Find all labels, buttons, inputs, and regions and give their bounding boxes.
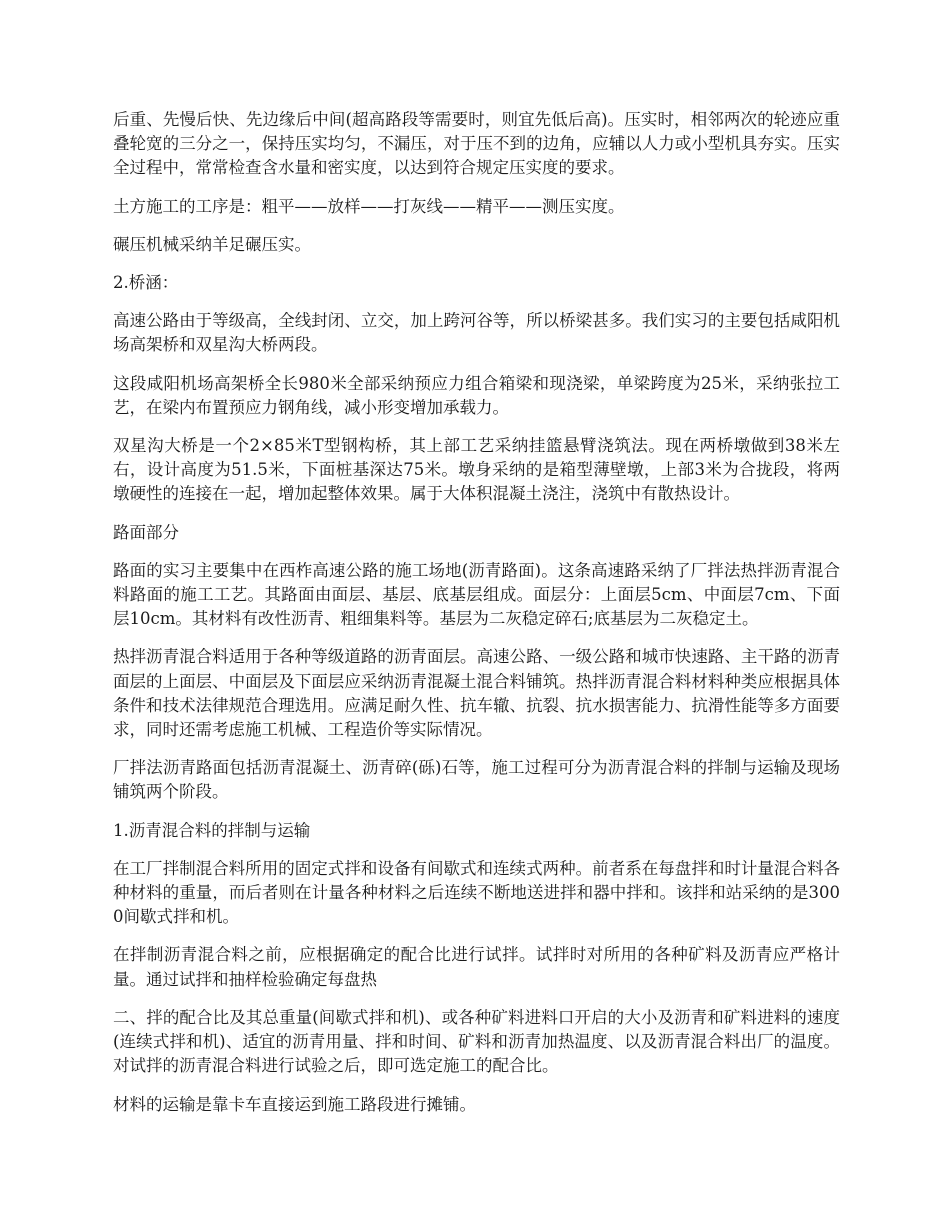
paragraph-mixing-equipment: 在工厂拌制混合料所用的固定式拌和设备有间歇式和连续式两种。前者系在每盘拌和时计量混合料各种材料的重量，而后者则在计量各种材料之后连续不断地送进拌和器中拌和。该拌和站采纳的是3000间歇式拌和机。 — [113, 858, 840, 927]
paragraph-mix-ratio: 二、拌的配合比及其总重量(间歇式拌和机)、或各种矿料进料口开启的大小及沥青和矿料进料的速度(连续式拌和机)、适宜的沥青用量、拌和时间、矿料和沥青加热温度、以及沥青混合料出厂的温度。对试拌的沥青混合料进行试验之后，即可选定施工的配合比。 — [113, 1007, 840, 1076]
paragraph-shuangxinggou-bridge: 双星沟大桥是一个2×85米T型钢构桥，其上部工艺采纳挂篮悬臂浇筑法。现在两桥墩做到38米左右，设计高度为51.5米，下面桩基深达75米。墩身采纳的是箱型薄壁墩，上部3米为合拢段，将两墩硬性的连接在一起，增加起整体效果。属于大体积混凝土浇注，浇筑中有散热设计。 — [113, 436, 840, 504]
section-heading-mixing-transport: 1.沥青混合料的拌制与运输 — [113, 820, 311, 840]
paragraph-earthwork-procedure: 土方施工的工序是：粗平——放样——打灰线——精平——测压实度。 — [113, 196, 625, 216]
paragraph-pavement-intro: 路面的实习主要集中在西柞高速公路的施工场地(沥青路面)。这条高速路采纳了厂拌法热拌沥青混合料路面的施工工艺。其路面由面层、基层、底基层组成。面层分：上面层5cm、中面层7cm、下面层10cm。其材料有改性沥青、粗细集料等。基层为二灰稳定碎石;底基层为二灰稳定土。 — [113, 560, 840, 629]
section-heading-bridges: 2.桥涵： — [113, 273, 179, 293]
section-heading-pavement: 路面部分 — [113, 522, 179, 542]
paragraph-transport: 材料的运输是靠卡车直接运到施工路段进行摊铺。 — [113, 1094, 476, 1114]
paragraph-roller: 碾压机械采纳羊足碾压实。 — [113, 234, 311, 254]
document-page — [113, 108, 840, 1131]
paragraph-compaction: 后重、先慢后快、先边缘后中间(超高路段等需要时，则宜先低后高)。压实时，相邻两次的轮迹应重叠轮宽的三分之一，保持压实均匀，不漏压，对于压不到的边角，应辅以人力或小型机具夯实。压实全过程中，常常检查含水量和密实度，以达到符合规定压实度的要求。 — [113, 110, 840, 178]
paragraph-trial-mixing: 在拌制沥青混合料之前，应根据确定的配合比进行试拌。试拌时对所用的各种矿料及沥青应严格计量。通过试拌和抽样检验确定每盘热 — [113, 945, 840, 989]
paragraph-airport-viaduct: 这段咸阳机场高架桥全长980米全部采纳预应力组合箱梁和现浇梁，单梁跨度为25米，采纳张拉工艺，在梁内布置预应力钢角线，减小形变增加承载力。 — [113, 373, 840, 417]
paragraph-plant-mix-method: 厂拌法沥青路面包括沥青混凝土、沥青碎(砾)石等，施工过程可分为沥青混合料的拌制与运输及现场铺筑两个阶段。 — [113, 758, 840, 802]
paragraph-bridges-intro: 高速公路由于等级高，全线封闭、立交，加上跨河谷等，所以桥梁甚多。我们实习的主要包括咸阳机场高架桥和双星沟大桥两段。 — [113, 311, 840, 355]
paragraph-hot-mix-asphalt: 热拌沥青混合料适用于各种等级道路的沥青面层。高速公路、一级公路和城市快速路、主干路的沥青面层的上面层、中面层及下面层应采纳沥青混凝土混合料铺筑。热拌沥青混合料材料种类应根据具体条件和技术法律规范合理选用。应满足耐久性、抗车辙、抗裂、抗水损害能力、抗滑性能等多方面要求，同时还需考虑施工机械、工程造价等实际情况。 — [113, 647, 840, 740]
